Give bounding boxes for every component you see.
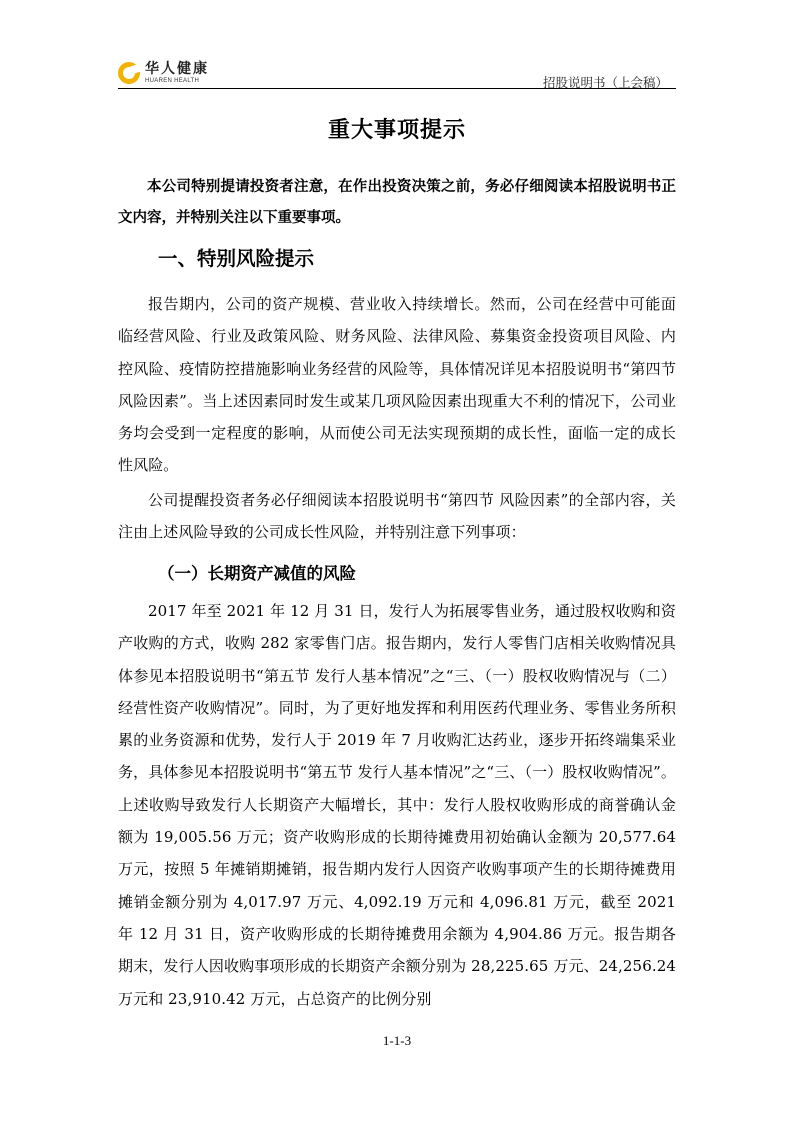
paragraph-asset-impairment: 2017 年至 2021 年 12 月 31 日，发行人为拓展零售业务，通过股权收购和资产收购的方式，收购 282 家零售门店。报告期内，发行人零售门店相关收购情况具体参见本招股说明书“第五节 发行人基本情况”之“三、（一）股权收购情况与（二）经营性资产收购情况”。同时，为了更好地发挥和利用医药代理业务、零售业务所积累的业务资源和优势，发行人于 2019 年 7 月收购汇达药业，逐步开拓终端集采业务，具体参见本招股说明书“第五节 发行人基本情况”之“三、（一）股权收购情况”。上述收购导致发行人长期资产大幅增长，其中：发行人股权收购形成的商誉确认金额为 19,005.56 万元；资产收购形成的长期待摊费用初始确认金额为 20,577.64 万元，按照 5 年摊销期摊销，报告期内发行人因资产收购事项产生的长期待摊费用摊销金额分别为 4,017.97 万元、4,092.19 万元和 4,096.81 万元，截至 2021 年 12 月 31 日，资产收购形成的长期待摊费用余额为 4,904.86 万元。报告期各期末，发行人因收购事项形成的长期资产余额分别为 28,225.65 万元、24,256.24 万元和 23,910.42 万元，占总资产的比例分别: [118, 602, 676, 1008]
document-tag: 招股说明书（上会稿）: [542, 75, 668, 90]
section-heading-special-risk: 一、特别风险提示: [158, 247, 315, 270]
logo-icon: [118, 62, 140, 84]
page-number: 1-1-3: [382, 1033, 412, 1048]
page-header: [118, 58, 676, 88]
important-notice: 本公司特别提请投资者注意，在作出投资决策之前，务必仔细阅读本招股说明书正文内容，并特别关注以下重要事项。: [118, 179, 676, 226]
header-divider: [118, 88, 676, 89]
page-title: 重大事项提示: [327, 118, 466, 143]
company-logo: [118, 58, 209, 88]
logo-chinese-name: 华人健康: [145, 61, 209, 77]
subsection-heading-asset-impairment: （一）长期资产减值的风险: [158, 564, 356, 583]
paragraph-investor-reminder: 公司提醒投资者务必仔细阅读本招股说明书“第四节 风险因素”的全部内容，关注由上述风险导致的公司成长性风险，并特别注意下列事项：: [118, 491, 676, 542]
paragraph-risk-overview: 报告期内，公司的资产规模、营业收入持续增长。然而，公司在经营中可能面临经营风险、行业及政策风险、财务风险、法律风险、募集资金投资项目风险、内控风险、疫情防控措施影响业务经营的风险等，具体情况详见本招股说明书“第四节 风险因素”。当上述因素同时发生或某几项风险因素出现重大不利的情况下，公司业务均会受到一定程度的影响，从而使公司无法实现预期的成长性，面临一定的成长性风险。: [118, 295, 676, 475]
logo-english-name: HUAREN HEALTH: [145, 78, 200, 84]
